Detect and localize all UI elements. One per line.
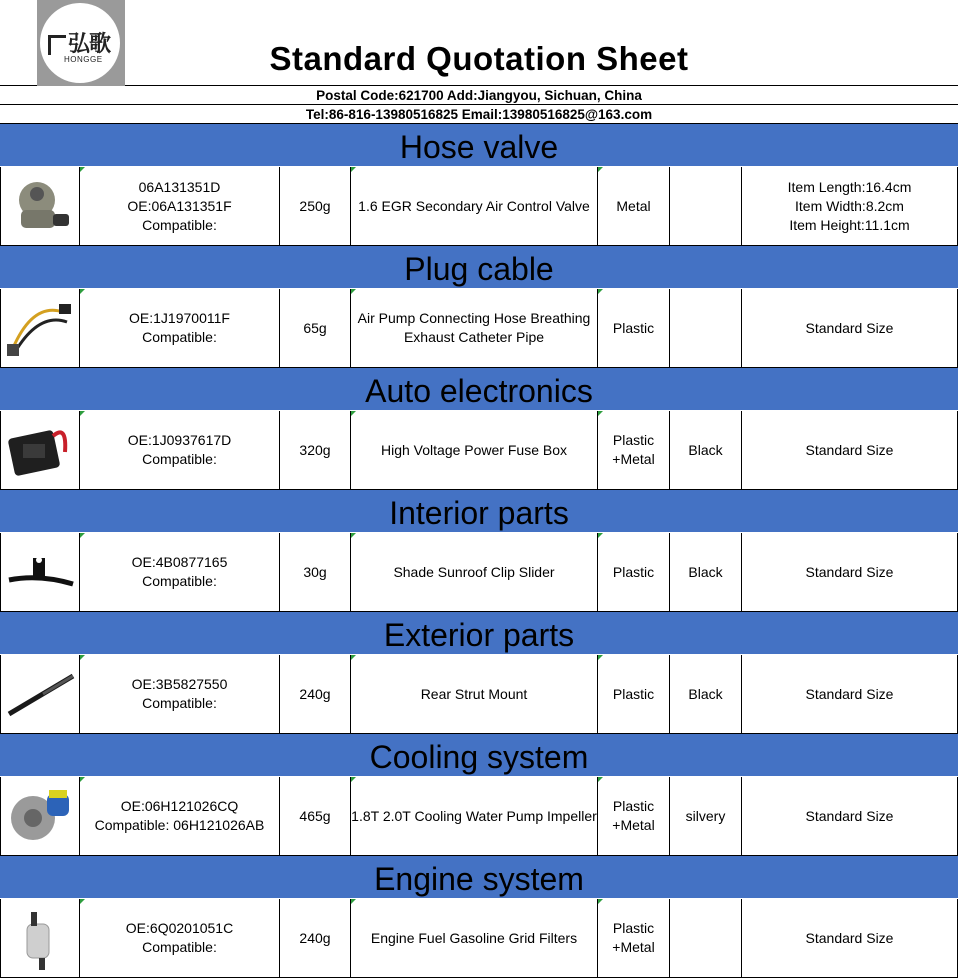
weight-cell: 65g	[280, 289, 351, 367]
product-image-cell	[0, 655, 80, 733]
product-image-cell	[0, 289, 80, 367]
product-name-cell: 1.6 EGR Secondary Air Control Valve	[351, 167, 598, 245]
fuel-filter-photo	[3, 902, 77, 974]
product-image-cell	[0, 167, 80, 245]
product-name-cell: Air Pump Connecting Hose Breathing Exhaust Catheter Pipe	[351, 289, 598, 367]
postal-line: Postal Code:621700 Add:Jiangyou, Sichuan, China	[0, 87, 958, 105]
product-image-cell	[0, 411, 80, 489]
product-name-cell: Shade Sunroof Clip Slider	[351, 533, 598, 611]
product-name-cell: High Voltage Power Fuse Box	[351, 411, 598, 489]
size-cell: Standard Size	[742, 899, 958, 977]
material-cell: Plastic	[598, 289, 670, 367]
strut-photo	[3, 658, 77, 730]
table-row	[0, 411, 958, 490]
product-image-cell	[0, 533, 80, 611]
part-number-cell: 06A131351D OE:06A131351F Compatible:	[80, 167, 280, 245]
section-header: Plug cable	[0, 246, 958, 288]
weight-cell: 320g	[280, 411, 351, 489]
part-number-cell: OE:06H121026CQ Compatible: 06H121026AB	[80, 777, 280, 855]
color-cell: Black	[670, 533, 742, 611]
water-pump-photo	[3, 780, 77, 852]
product-image-cell	[0, 777, 80, 855]
header	[0, 0, 958, 86]
part-number-cell: OE:3B5827550 Compatible:	[80, 655, 280, 733]
wire-harness-photo	[3, 292, 77, 364]
section-header: Cooling system	[0, 734, 958, 776]
color-cell: Black	[670, 411, 742, 489]
size-cell: Standard Size	[742, 777, 958, 855]
table-row	[0, 777, 958, 856]
fuse-box-photo	[3, 414, 77, 486]
section-header: Exterior parts	[0, 612, 958, 654]
product-name-cell: Rear Strut Mount	[351, 655, 598, 733]
weight-cell: 240g	[280, 899, 351, 977]
size-cell: Standard Size	[742, 411, 958, 489]
color-cell: silvery	[670, 777, 742, 855]
section-header: Auto electronics	[0, 368, 958, 410]
size-cell: Item Length:16.4cm Item Width:8.2cm Item Height:11.1cm	[742, 167, 958, 245]
product-image-cell	[0, 899, 80, 977]
section-header: Hose valve	[0, 124, 958, 166]
logo-subtitle: HONGGE	[64, 55, 103, 64]
material-cell: Plastic +Metal	[598, 411, 670, 489]
size-cell: Standard Size	[742, 655, 958, 733]
product-name-cell: Engine Fuel Gasoline Grid Filters	[351, 899, 598, 977]
product-name-cell: 1.8T 2.0T Cooling Water Pump Impeller	[351, 777, 598, 855]
material-cell: Plastic	[598, 533, 670, 611]
color-cell	[670, 899, 742, 977]
table-row	[0, 167, 958, 246]
color-cell	[670, 167, 742, 245]
section-header: Engine system	[0, 856, 958, 898]
page-title: Standard Quotation Sheet	[269, 40, 689, 77]
material-cell: Plastic +Metal	[598, 777, 670, 855]
logo-mark: 弘歌	[48, 27, 110, 58]
size-cell: Standard Size	[742, 533, 958, 611]
part-number-cell: OE:1J1970011F Compatible:	[80, 289, 280, 367]
weight-cell: 250g	[280, 167, 351, 245]
material-cell: Plastic +Metal	[598, 899, 670, 977]
contact-line: Tel:86-816-13980516825 Email:13980516825@163.com	[0, 106, 958, 124]
color-cell: Black	[670, 655, 742, 733]
section-header: Interior parts	[0, 490, 958, 532]
material-cell: Metal	[598, 167, 670, 245]
weight-cell: 240g	[280, 655, 351, 733]
color-cell	[670, 289, 742, 367]
table-row	[0, 533, 958, 612]
egr-valve-photo	[3, 170, 77, 242]
weight-cell: 465g	[280, 777, 351, 855]
part-number-cell: OE:1J0937617D Compatible:	[80, 411, 280, 489]
table-row	[0, 289, 958, 368]
table-row	[0, 655, 958, 734]
material-cell: Plastic	[598, 655, 670, 733]
part-number-cell: OE:6Q0201051C Compatible:	[80, 899, 280, 977]
part-number-cell: OE:4B0877165 Compatible:	[80, 533, 280, 611]
weight-cell: 30g	[280, 533, 351, 611]
table-row	[0, 899, 958, 978]
size-cell: Standard Size	[742, 289, 958, 367]
clip-slider-photo	[3, 536, 77, 608]
